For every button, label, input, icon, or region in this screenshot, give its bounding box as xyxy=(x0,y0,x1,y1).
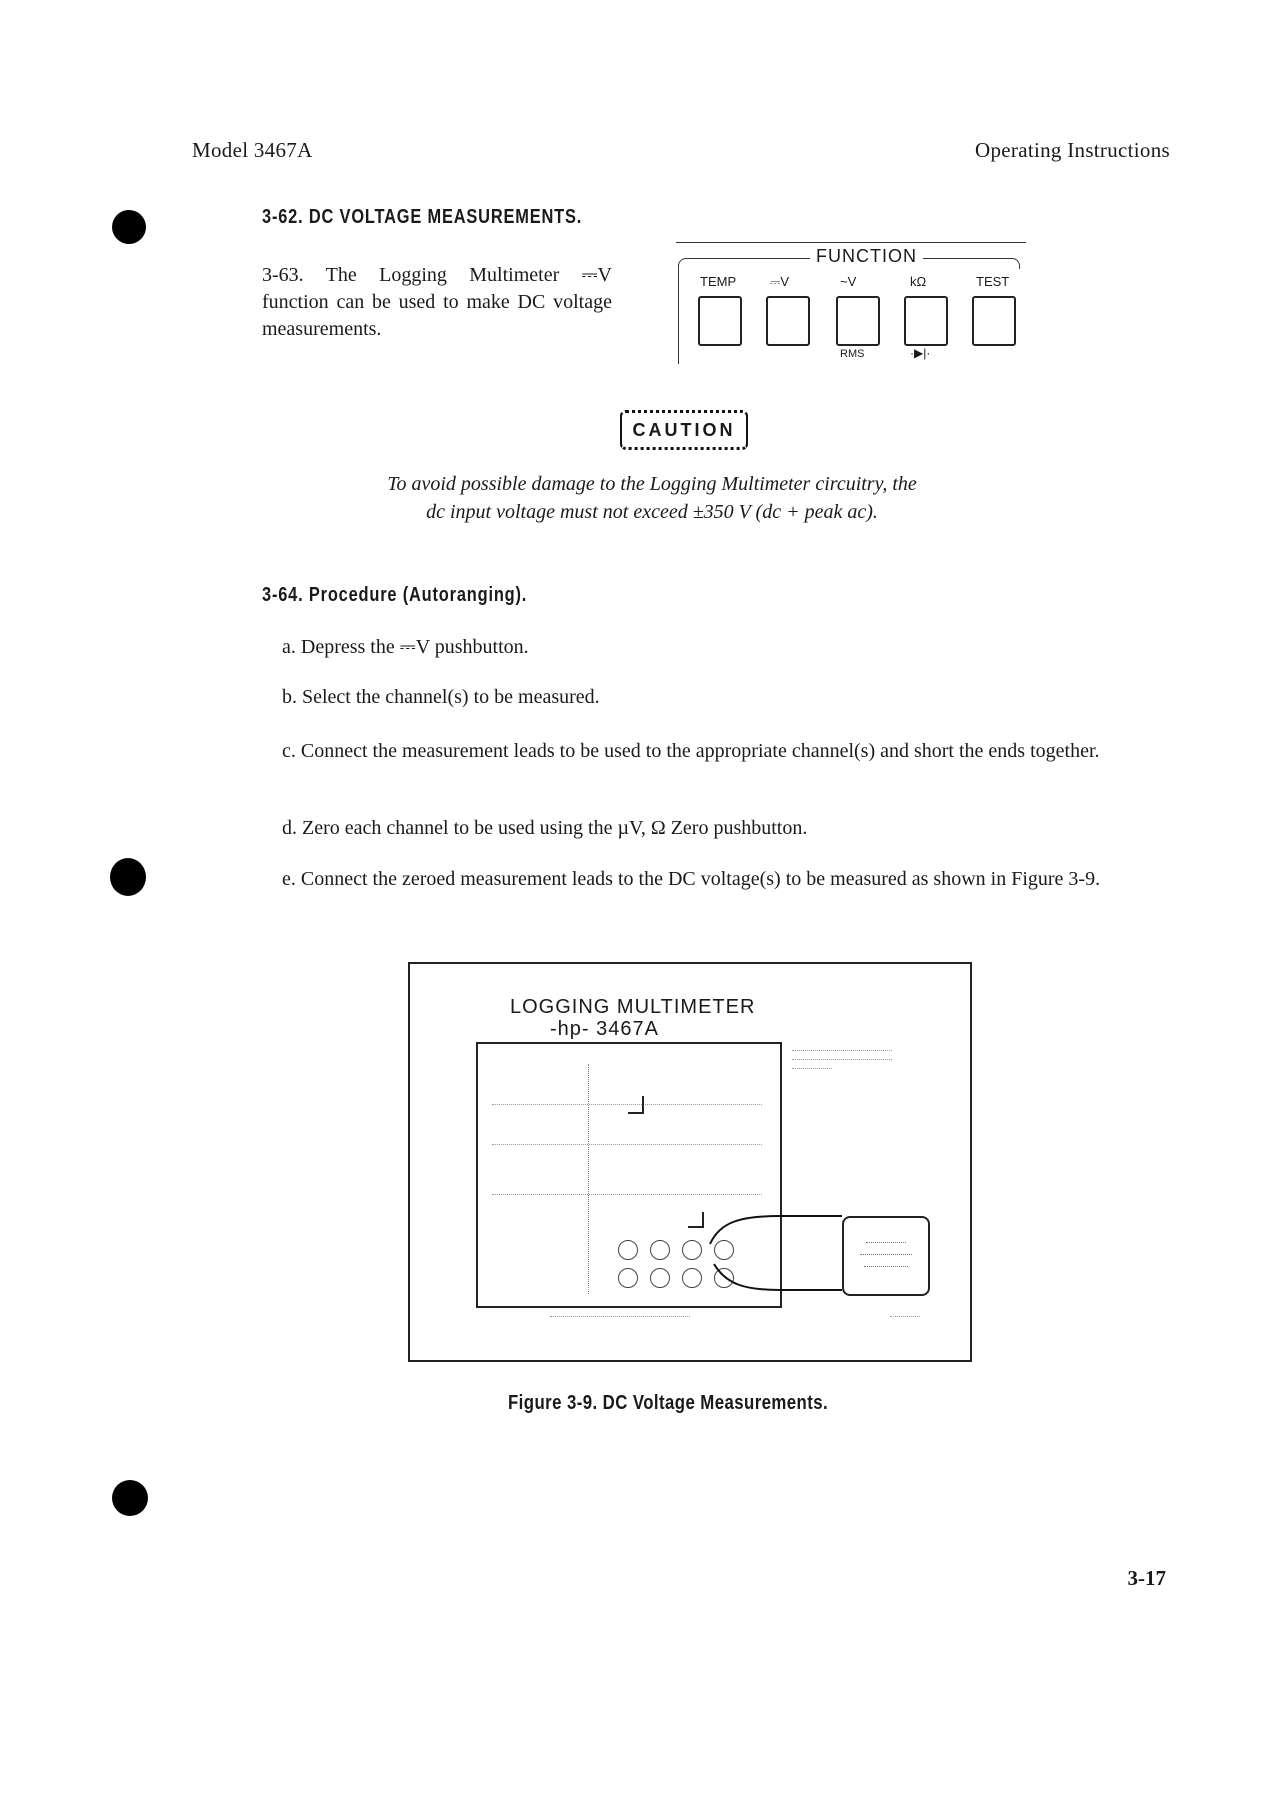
step-b: b. Select the channel(s) to be measured. xyxy=(282,686,600,708)
header-section: Operating Instructions xyxy=(975,138,1170,162)
function-label-test: TEST xyxy=(976,274,1010,289)
section-title: 3-62. DC VOLTAGE MEASUREMENTS. xyxy=(262,206,583,228)
function-label-dcv: ⎓V xyxy=(770,274,790,289)
function-panel-title: FUNCTION xyxy=(810,246,923,267)
annotation-figure-id xyxy=(890,1316,920,1317)
step-e: e. Connect the zeroed measurement leads to the DC voltage(s) to be measured as shown in Figure 3-9. xyxy=(282,868,1101,890)
annotation-line-1 xyxy=(792,1050,892,1051)
function-button-temp[interactable] xyxy=(698,296,742,346)
function-button-acv[interactable] xyxy=(836,296,880,346)
step-a: a. Depress the ⎓V pushbutton. xyxy=(282,636,529,658)
annotation-line-2 xyxy=(792,1059,892,1060)
function-label-temp: TEMP xyxy=(700,274,737,289)
step-d: d. Zero each channel to be used using the µV, Ω Zero pushbutton. xyxy=(282,817,808,839)
device-title: LOGGING MULTIMETER xyxy=(510,996,756,1018)
figure-3-9 xyxy=(408,962,972,1362)
function-button-kohm[interactable] xyxy=(904,296,948,346)
header-model: Model 3467A xyxy=(192,138,313,162)
binder-hole-top xyxy=(112,210,146,244)
step-c: c. Connect the measurement leads to be used to the appropriate channel(s) and short the ends together. xyxy=(282,740,1100,762)
lead-upper xyxy=(710,1216,842,1244)
annotation-channel-note xyxy=(550,1316,690,1317)
figure-caption: Figure 3-9. DC Voltage Measurements. xyxy=(508,1392,829,1414)
caution-text xyxy=(262,470,1042,526)
binder-hole-middle xyxy=(110,858,146,896)
caution-line-1: To avoid possible damage to the Logging Multimeter circuitry, the xyxy=(387,473,917,495)
function-label-kohm: kΩ xyxy=(910,274,927,289)
function-label-acv: ~V xyxy=(840,274,857,289)
function-panel-top-rule xyxy=(676,242,1026,243)
function-sublabel-rms: RMS xyxy=(840,348,865,360)
function-panel xyxy=(670,240,1030,370)
annotation-leads-note xyxy=(792,1044,892,1069)
intro-paragraph: 3-63. The Logging Multimeter ⎓V function can be used to make DC voltage measurements. xyxy=(262,264,612,340)
caution-label: CAUTION xyxy=(632,419,736,440)
source-marking-1 xyxy=(866,1242,906,1243)
dc-voltage-source xyxy=(842,1216,930,1296)
source-marking-3 xyxy=(864,1266,908,1267)
caution-line-2: dc input voltage must not exceed ±350 V (dc + peak ac). xyxy=(426,501,878,523)
annotation-line-3 xyxy=(792,1068,832,1069)
binder-hole-bottom xyxy=(112,1480,148,1516)
lead-lower xyxy=(714,1264,842,1290)
procedure-title: 3-64. Procedure (Autoranging). xyxy=(262,584,528,606)
function-button-test[interactable] xyxy=(972,296,1016,346)
function-sublabel-diode: ·▶|· xyxy=(910,346,931,360)
caution-badge xyxy=(620,410,748,450)
function-panel-left-edge xyxy=(678,264,679,364)
source-marking-2 xyxy=(860,1254,912,1255)
page-number: 3-17 xyxy=(1127,1566,1166,1590)
function-button-dcv[interactable] xyxy=(766,296,810,346)
measurement-leads xyxy=(410,964,970,1360)
device-model: -hp- 3467A xyxy=(550,1018,659,1040)
